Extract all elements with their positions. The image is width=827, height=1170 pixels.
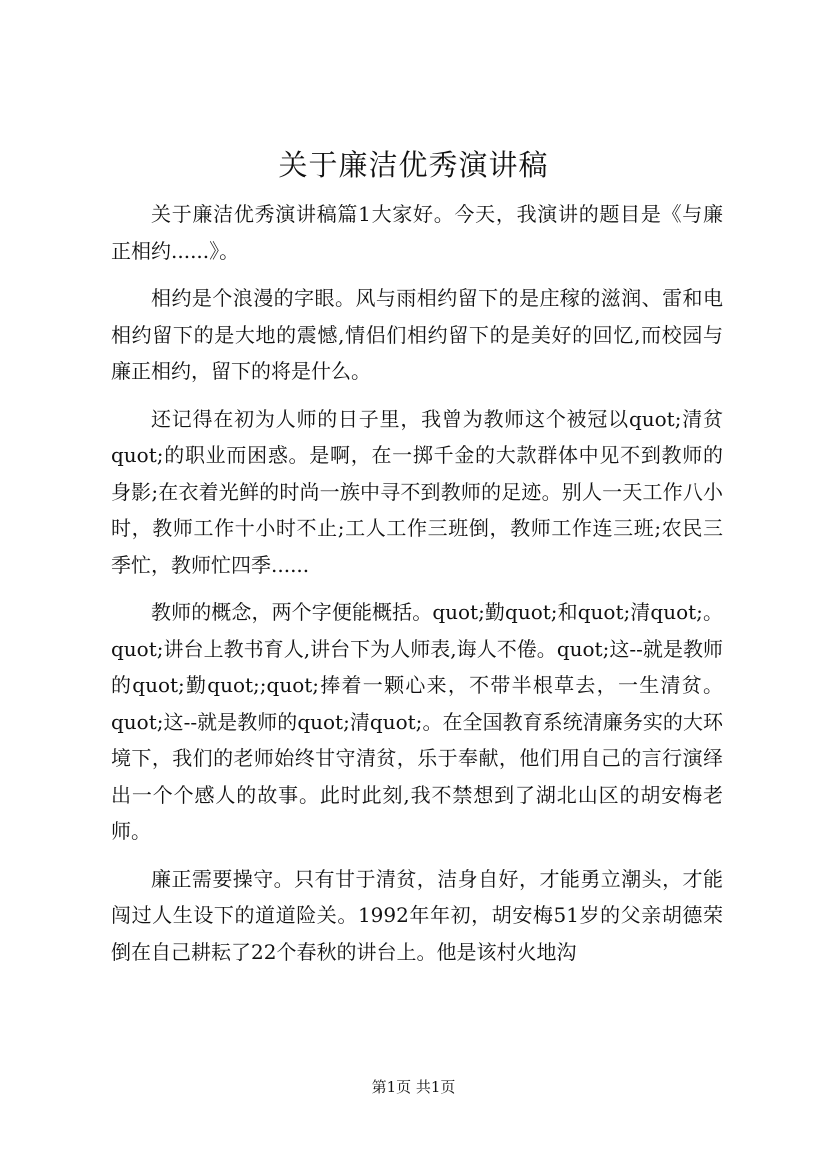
page-footer: 第1页 共1页 — [371, 1078, 456, 1096]
paragraph: 廉正需要操守。只有甘于清贫，洁身自好，才能勇立潮头，才能闯过人生设下的道道险关。1992年年初，胡安梅51岁的父亲胡德荣倒在自己耕耘了22个春秋的讲台上。他是该村火地沟 — [111, 866, 723, 964]
document-body — [111, 196, 723, 981]
paragraph: 还记得在初为人师的日子里，我曾为教师这个被冠以quot;清贫quot;的职业而困惑。是啊，在一掷千金的大款群体中见不到教师的身影;在衣着光鲜的时尚一族中寻不到教师的足迹。别人一天工作八小时，教师工作十小时不止;工人工作三班倒，教师工作连三班;农民三季忙，教师忙四季...... — [111, 406, 723, 577]
document-title: 关于廉洁优秀演讲稿 — [278, 148, 549, 182]
paragraph: 教师的概念，两个字便能概括。quot;勤quot;和quot;清quot;。quot;讲台上教书育人,讲台下为人师表,诲人不倦。quot;这--就是教师的quot;勤quot;;quot;捧着一颗心来，不带半根草去，一生清贫。quot;这--就是教师的quot;清quot;。在全国教育系统清廉务实的大环境下，我们的老师始终甘守清贫，乐于奉献，他们用自己的言行演绎出一个个感人的故事。此时此刻,我不禁想到了湖北山区的胡安梅老师。 — [111, 600, 723, 843]
paragraph: 相约是个浪漫的字眼。风与雨相约留下的是庄稼的滋润、雷和电相约留下的是大地的震憾,情侣们相约留下的是美好的回忆,而校园与廉正相约，留下的将是什么。 — [111, 286, 723, 383]
paragraph: 关于廉洁优秀演讲稿篇1大家好。今天，我演讲的题目是《与廉正相约......》。 — [111, 202, 723, 263]
